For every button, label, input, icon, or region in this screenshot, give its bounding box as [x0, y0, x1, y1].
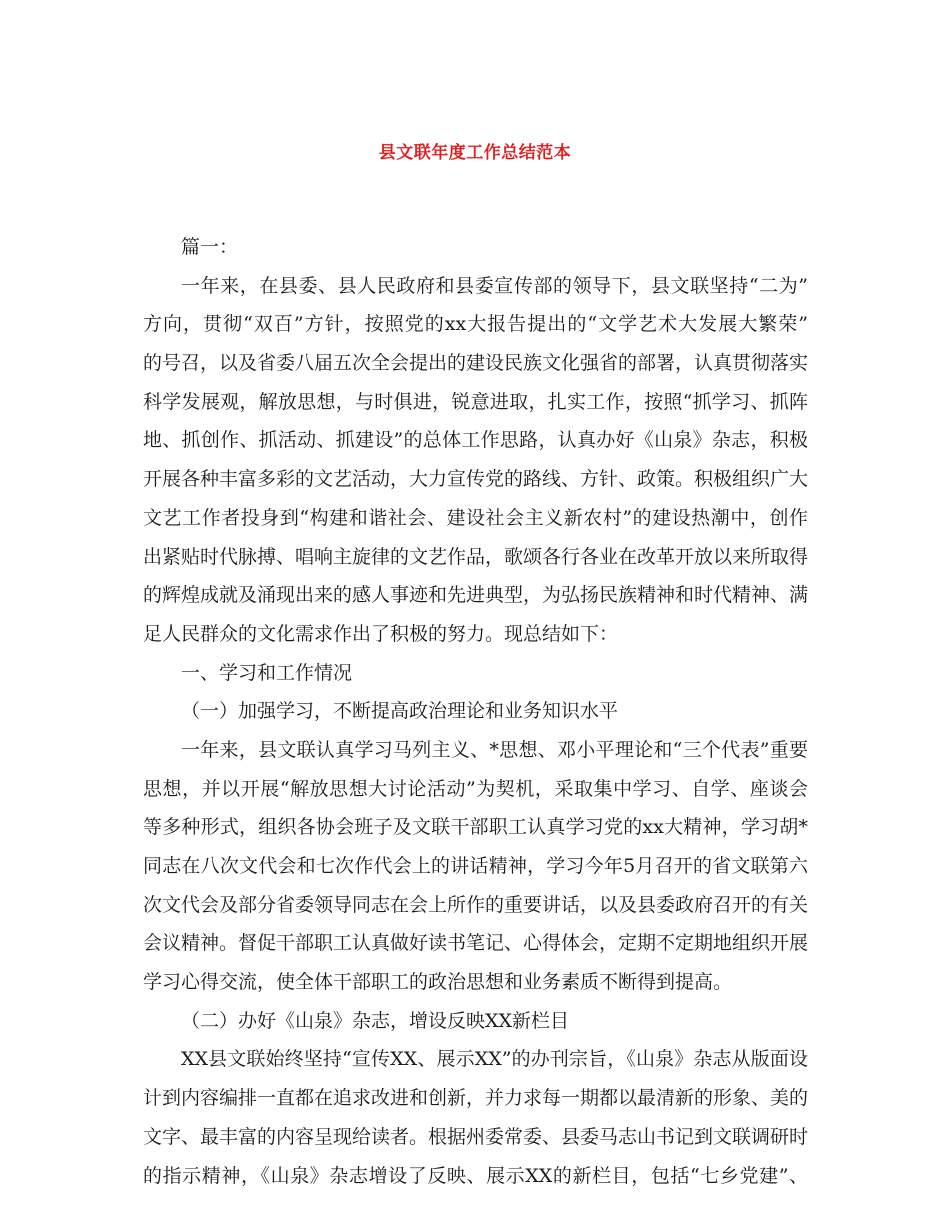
paragraph-line: 出紧贴时代脉搏、唱响主旋律的文艺作品，歌颂各行各业在改革开放以来所取得: [143, 545, 808, 568]
paragraph-line: 方向，贯彻“双百”方针，按照党的xx大报告提出的“文学艺术大发展大繁荣”: [143, 313, 808, 336]
document-title: 县文联年度工作总结范本: [378, 143, 572, 163]
paragraph-line: 同志在八次文代会和七次作代会上的讲话精神，学习今年5月召开的省文联第六: [143, 855, 808, 877]
paragraph-line: 文字、最丰富的内容呈现给读者。根据州委常委、县委马志山书记到文联调研时: [143, 1125, 808, 1148]
paragraph-line: （一）加强学习，不断提高政治理论和业务知识水平: [181, 700, 619, 723]
paragraph-line: 思想，并以开展“解放思想大讨论活动”为契机，采取集中学习、自学、座谈会: [143, 777, 808, 800]
paragraph-line: 次文代会及部分省委领导同志在会上所作的重要讲话，以及县委政府召开的有关: [143, 893, 808, 916]
paragraph-line: 科学发展观，解放思想，与时俱进，锐意进取，扎实工作，按照“抓学习、抓阵: [143, 390, 808, 413]
paragraph-line: 文艺工作者投身到“构建和谐社会、建设社会主义新农村”的建设热潮中，创作: [143, 506, 808, 529]
paragraph-line: 等多种形式，组织各协会班子及文联干部职工认真学习党的xx大精神，学习胡*: [143, 816, 808, 839]
paragraph-line: 会议精神。督促干部职工认真做好读书笔记、心得体会，定期不定期地组织开展: [143, 932, 808, 955]
paragraph-line: 篇一：: [181, 236, 239, 258]
paragraph-line: 足人民群众的文化需求作出了积极的努力。现总结如下：: [143, 622, 619, 645]
paragraph-line: 开展各种丰富多彩的文艺活动，大力宣传党的路线、方针、政策。积极组织广大: [143, 468, 808, 491]
paragraph-line: 一、学习和工作情况: [181, 661, 353, 684]
paragraph-line: 一年来，在县委、县人民政府和县委宣传部的领导下，县文联坚持“二为”: [181, 274, 808, 297]
paragraph-line: XX县文联始终坚持“宣传XX、展示XX”的办刊宗旨，《山泉》杂志从版面设: [181, 1048, 808, 1071]
paragraph-line: 的号召，以及省委八届五次全会提出的建设民族文化强省的部署，认真贯彻落实: [143, 352, 808, 375]
paragraph-line: （二）办好《山泉》杂志，增设反映XX新栏目: [181, 1009, 570, 1032]
paragraph-line: 计到内容编排一直都在追求改进和创新，并力求每一期都以最清新的形象、美的: [143, 1087, 808, 1110]
paragraph-line: 地、抓创作、抓活动、抓建设”的总体工作思路，认真办好《山泉》杂志，积极: [143, 429, 808, 452]
paragraph-line: 学习心得交流，使全体干部职工的政治思想和业务素质不断得到提高。: [143, 971, 733, 994]
paragraph-line: 一年来，县文联认真学习马列主义、*思想、邓小平理论和“三个代表”重要: [181, 738, 808, 761]
paragraph-line: 的指示精神，《山泉》杂志增设了反映、展示XX的新栏目，包括“七乡党建”、: [143, 1164, 808, 1187]
document-body: [143, 228, 808, 1195]
paragraph-line: 的辉煌成就及涌现出来的感人事迹和先进典型，为弘扬民族精神和时代精神、满: [143, 584, 808, 607]
